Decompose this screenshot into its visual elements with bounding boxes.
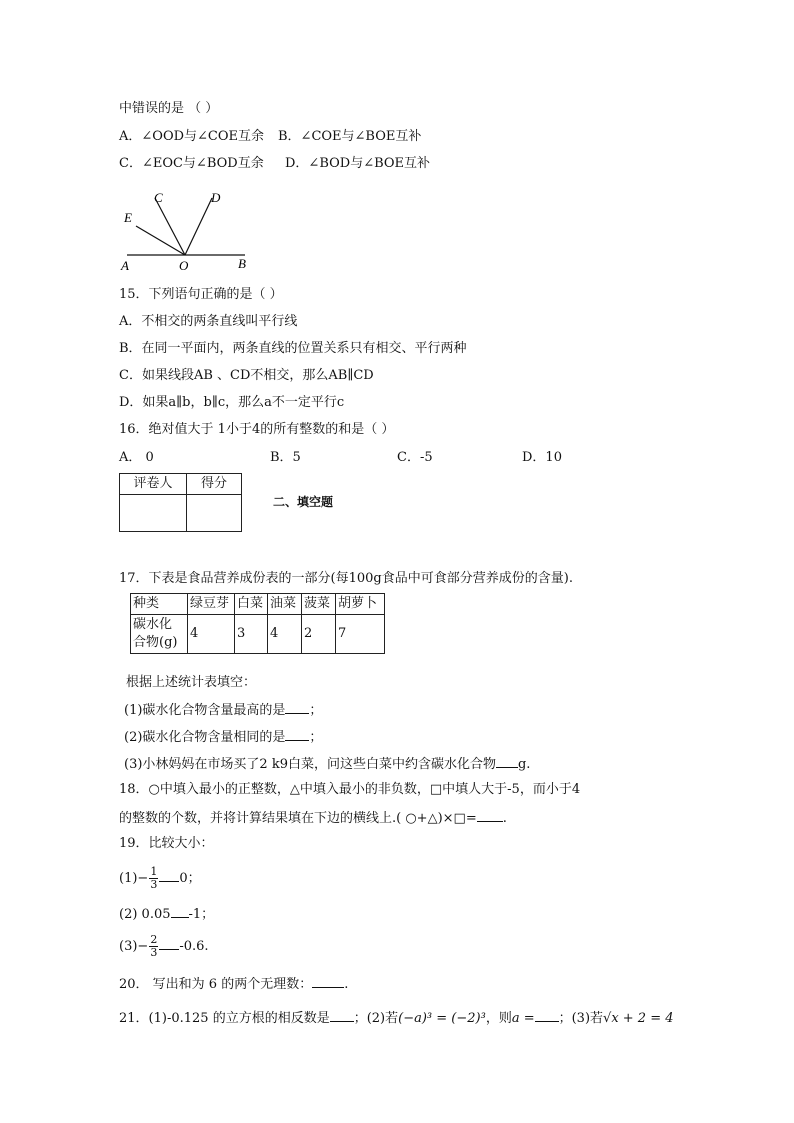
q15-stem: 15．下列语句正确的是（ ） <box>119 287 283 302</box>
table-cell <box>336 615 385 654</box>
score-box-header-grader: 评卷人 <box>120 474 187 495</box>
q20-stem: 20． 写出和为 6 的两个无理数： <box>119 977 313 992</box>
q17-part3-end: g. <box>517 757 531 772</box>
fraction-two-thirds <box>149 934 158 959</box>
answer-blank <box>496 755 518 768</box>
section-title-fill-in: 二、填空题 <box>273 495 334 509</box>
q19-part3-rhs: -0.6. <box>179 939 209 954</box>
table-header-cell: 油菜 <box>268 594 302 615</box>
q18-line1: 18．○中填入最小的正整数，△中填入最小的非负数，□中填人大于-5，而小于4 <box>119 782 581 797</box>
score-box-grader-cell <box>120 495 187 532</box>
q17-part3-text: (3)小林妈妈在市场买了2 k9白菜，问这些白菜中约含碳水化合物 <box>124 757 496 772</box>
label-c: C <box>154 190 163 205</box>
table-header-cell: 菠菜 <box>302 594 336 615</box>
q15-option-d: D．如果a∥b，b∥c，那么a不一定平行c <box>119 395 345 410</box>
label-a: A <box>121 258 129 273</box>
q21-part2-variable: a = <box>511 1011 535 1026</box>
q19-part1 <box>119 866 201 891</box>
table-header-cell: 种类 <box>131 594 188 615</box>
q18-line2-text: 的整数的个数，并将计算结果填在下边的横线上.( ○+△)×□= <box>119 811 477 826</box>
table-row-label-line2: 合物(g) <box>133 635 178 650</box>
q17-part2-text: (2)碳水化合物含量相同的是 <box>124 730 286 745</box>
q17-part1-text: (1)碳水化合物含量最高的是 <box>124 703 286 718</box>
q14-stem-tail: 中错误的是 （ ） <box>119 101 219 116</box>
table-cell-value: 4 <box>270 626 279 641</box>
table-cell <box>188 615 235 654</box>
q19-stem: 19．比较大小： <box>119 836 214 851</box>
q19-part1-prefix: (1)− <box>119 871 149 886</box>
fraction-numerator: 1 <box>150 865 158 878</box>
label-b: B <box>238 256 246 271</box>
q16-stem: 16．绝对值大于 1小于4的所有整数的和是（ ） <box>119 422 395 437</box>
answer-blank <box>159 937 179 950</box>
q15-option-b: B．在同一平面内，两条直线的位置关系只有相交、平行两种 <box>119 341 467 356</box>
table-row <box>131 615 385 654</box>
q19-part3 <box>119 934 209 959</box>
q17-part3 <box>124 755 530 773</box>
answer-blank <box>285 701 309 714</box>
label-d: D <box>211 190 221 205</box>
q19-part2 <box>119 905 214 923</box>
q17-stem: 17．下表是食品营养成份表的一部分(每100g食品中可食部分营养成份的含量). <box>119 571 573 586</box>
table-header-cell: 绿豆芽 <box>188 594 235 615</box>
q20 <box>119 975 348 993</box>
q14-option-c: C．∠EOC与∠BOD互余 <box>119 156 264 171</box>
q15-option-a: A．不相交的两条直线叫平行线 <box>119 314 298 329</box>
table-cell <box>268 615 302 654</box>
q19-part1-rhs: 0； <box>179 871 201 886</box>
table-cell <box>302 615 336 654</box>
answer-blank <box>477 809 503 822</box>
answer-blank <box>312 975 344 988</box>
table-header-row <box>131 594 385 615</box>
table-row-label <box>131 615 188 654</box>
q14-option-a: A．∠OOD与∠COE互余 <box>119 129 265 144</box>
q16-option-a: A． 0 <box>119 450 154 465</box>
q18-line2 <box>119 809 507 827</box>
q21-part3-expression: √x + 2 = 4 <box>603 1011 674 1026</box>
q17-part1 <box>124 701 322 719</box>
answer-blank <box>171 905 189 918</box>
q18-line2-end: . <box>502 811 507 826</box>
q14-option-b: B．∠COE与∠BOE互补 <box>278 129 422 144</box>
q16-option-d: D．10 <box>522 450 562 465</box>
table-cell <box>235 615 268 654</box>
q21-part1: 21．(1)-0.125 的立方根的相反数是 <box>119 1011 330 1026</box>
score-box <box>119 473 242 532</box>
q19-part3-prefix: (3)− <box>119 939 149 954</box>
angle-figure <box>115 186 255 274</box>
q21 <box>119 1009 674 1027</box>
table-cell-value: 7 <box>338 626 347 641</box>
score-box-score-cell <box>187 495 242 532</box>
q21-part2-mid: ，则 <box>485 1011 512 1026</box>
q17-part1-end: ； <box>309 703 323 718</box>
table-cell-value: 4 <box>190 626 199 641</box>
fraction-denominator: 3 <box>150 946 158 959</box>
q16-option-c: C．-5 <box>397 450 433 465</box>
label-e: E <box>124 210 132 225</box>
answer-blank <box>159 869 179 882</box>
score-box-header-score: 得分 <box>187 474 242 495</box>
q16-option-b: B．5 <box>270 450 301 465</box>
nutrition-table <box>130 593 385 654</box>
q15-option-c: C．如果线段AB 、CD不相交，那么AB∥CD <box>119 368 374 383</box>
table-cell-value: 3 <box>237 626 246 641</box>
table-row-label-line1: 碳水化 <box>133 617 173 632</box>
q21-part1-end: ；(2)若 <box>353 1011 399 1026</box>
answer-blank <box>285 728 309 741</box>
fraction-one-third <box>149 866 158 891</box>
answer-blank <box>330 1009 354 1022</box>
q17-part2 <box>124 728 322 746</box>
q19-part2-rhs: -1； <box>188 907 215 922</box>
q21-part2-end: ；(3)若 <box>558 1011 604 1026</box>
q14-option-d: D．∠BOD与∠BOE互补 <box>285 156 431 171</box>
q19-part2-prefix: (2) 0.05 <box>119 907 171 922</box>
q21-part2-expression: (−a)³ = (−2)³ <box>398 1011 486 1026</box>
table-cell-value: 2 <box>304 626 313 641</box>
table-header-cell: 胡萝卜 <box>336 594 385 615</box>
table-header-cell: 白菜 <box>235 594 268 615</box>
q20-end: . <box>344 977 349 992</box>
answer-blank <box>535 1009 559 1022</box>
fraction-numerator: 2 <box>150 933 158 946</box>
label-o: O <box>179 258 189 273</box>
q17-intro: 根据上述统计表填空： <box>126 675 257 690</box>
q17-part2-end: ； <box>309 730 323 745</box>
fraction-denominator: 3 <box>150 878 158 891</box>
